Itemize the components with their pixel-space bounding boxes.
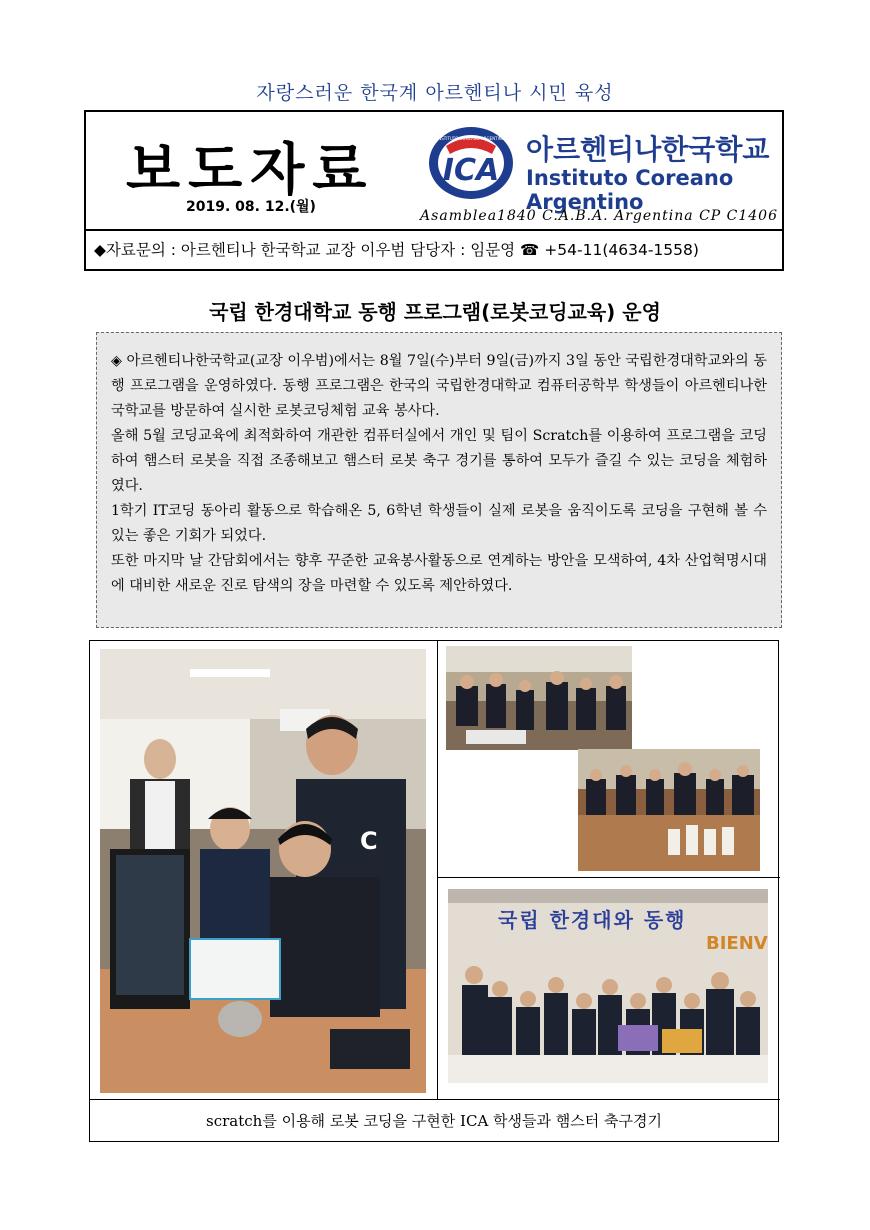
banner-text: 국립 한경대와 동행: [498, 908, 687, 932]
photo-table: [89, 640, 779, 1142]
shirt-letter: C: [360, 827, 378, 855]
motto: 자랑스러운 한국계 아르헨티나 시민 육성: [256, 82, 614, 104]
body-paragraph-2: 올해 5월 코딩교육에 최적화하여 개관한 컴퓨터실에서 개인 및 팀이 Scratch를 이용하여 프로그램을 코딩하여 햄스터 로봇을 직접 조종해보고 햄스터 로봇 축구 경기를 통하여 모두가 즐길 수 있는 코딩을 체험하였다.: [111, 428, 767, 494]
contact-info: ◆자료문의 : 아르헨티나 한국학교 교장 이우범 담당자 : 임문영 ☎ +54-11(4634-1558): [84, 229, 784, 271]
school-name-spanish: Instituto Coreano Argentino: [526, 166, 734, 214]
logo-text: ICA: [442, 153, 500, 188]
photo-group: [448, 889, 768, 1083]
article-body: [96, 332, 782, 628]
school-logo: [426, 124, 516, 202]
school-name-korean: 아르헨티나한국학교: [526, 133, 770, 166]
press-header: [84, 110, 784, 230]
school-address: Asamblea1840 C.A.B.A. Argentina CP C1406: [420, 208, 778, 224]
logo-ring-text: INSTITUTO COREANO ARGENTINO: [437, 136, 505, 141]
body-paragraph-4: 또한 마지막 날 간담회에서는 향후 꾸준한 교육봉사활동으로 연계하는 방안을 모색하여, 4차 산업혁명시대에 대비한 새로운 진로 탐색의 장을 마련할 수 있도록 제안하였다.: [111, 553, 767, 594]
body-paragraph-3: 1학기 IT코딩 동아리 활동으로 학습해온 5, 6학년 학생들이 실제 로봇을 움직이도록 코딩을 구현해 볼 수 있는 좋은 기회가 되었다.: [111, 503, 767, 544]
article-headline: 국립 한경대학교 동행 프로그램(로봇코딩교육) 운영: [209, 300, 661, 324]
photo-students-computers: [446, 646, 632, 750]
photo-classroom-coding: [100, 649, 426, 1093]
photo-hamster-robots: [578, 749, 760, 871]
body-paragraph-1: ◈ 아르헨티나한국학교(교장 이우범)에서는 8월 7일(수)부터 9일(금)까지 3일 동안 국립한경대학교와의 동행 프로그램을 운영하였다. 동행 프로그램은 한국의 국립한경대학교 컴퓨터공학부 학생들이 아르헨티나한국학교를 방문하여 실시한 로봇코딩체험 교육 봉사다.: [111, 353, 767, 419]
photo-caption: scratch를 이용해 로봇 코딩을 구현한 ICA 학생들과 햄스터 축구경기: [206, 1112, 662, 1130]
release-date: 2019. 08. 12.(월): [186, 199, 316, 215]
page-title: 보도자료: [126, 138, 375, 203]
banner-side: BIENV: [706, 933, 768, 954]
